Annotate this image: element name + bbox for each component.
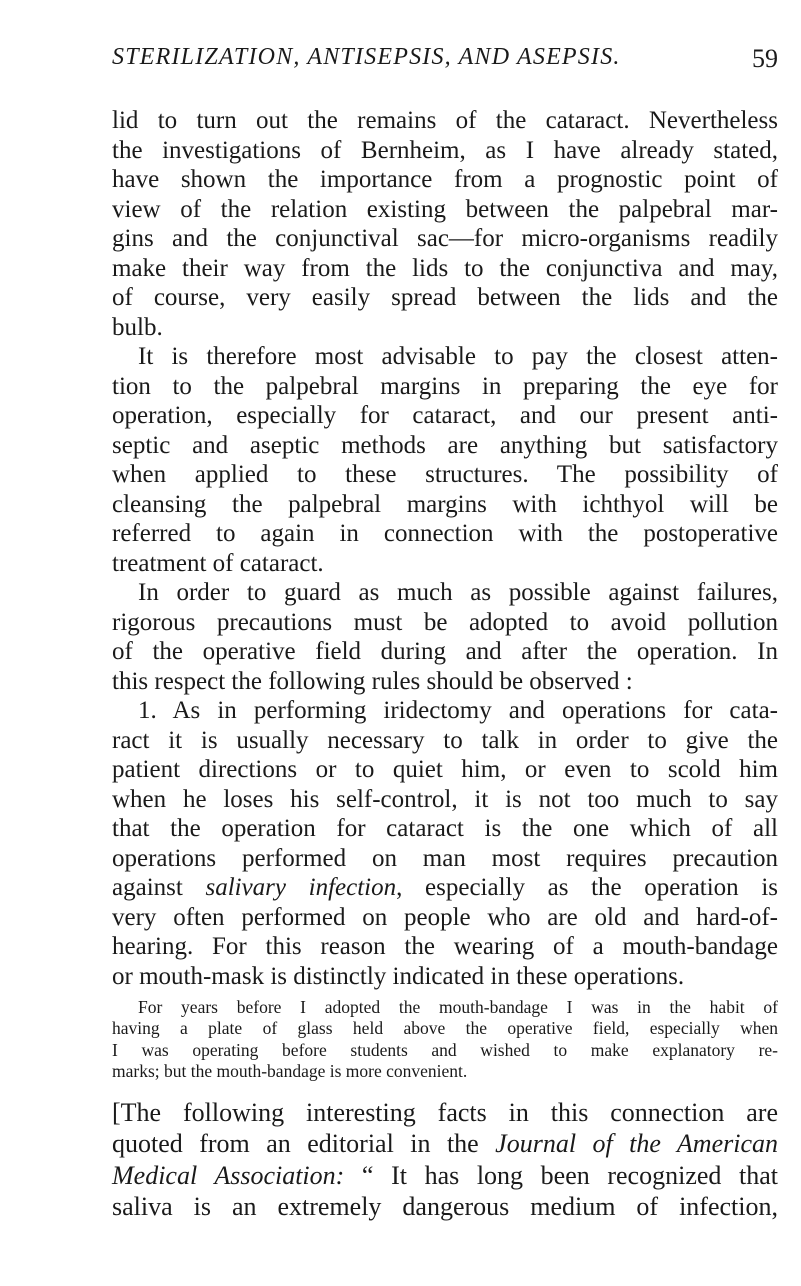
text-line: [The following interesting facts in this connection are [112,1097,778,1127]
spacer [112,1083,778,1097]
text-line [112,873,778,903]
running-head [112,44,778,78]
text-line: referred to again in connection with the postoperative [112,520,778,547]
text-line: 1. As in performing iridectomy and operations for cata- [138,697,778,724]
text-line: this respect the following rules should be observed : [112,667,633,695]
text-line: view of the relation existing between the palpebral mar- [112,195,778,223]
text-line: make their way from the lids to the conjunctiva and may, [112,254,778,282]
text-line: very often performed on people who are old and hard-of- [112,903,778,931]
text-line: when applied to these structures. The possibility of [112,461,778,488]
page-body [112,106,778,1223]
text-line: patient directions or to quiet him, or even to scold him [112,756,778,783]
note-line: having a plate of glass held above the operative field, especially when [112,1018,778,1039]
text-line: rigorous precautions must be adopted to avoid pollution [112,608,778,636]
text-line: of the operative field during and after the operation. In [112,638,778,665]
journal-title: Journal of the American [495,1129,779,1159]
text-line: septic and aseptic methods are anything but satisfactory [112,431,778,459]
journal-title: Medical Association: [112,1160,345,1190]
running-title: STERILIZATION, ANTISEPSIS, AND ASEPSIS. [112,44,621,70]
text-line: or mouth-mask is distinctly indicated in these operations. [112,962,685,990]
paragraph-continuation [112,106,778,342]
note-line: For years before I adopted the mouth-bandage I was in the habit of [138,997,778,1017]
text-line: when he loses his self-control, it is not too much to say [112,785,778,813]
text-run: , especially as the operation is [396,874,778,901]
text-line: It is therefore most advisable to pay the closest atten- [138,343,778,370]
paragraph-palpebral-margins [112,342,778,578]
editorial-quote-paragraph [112,1097,778,1223]
note-line: I was operating before students and wished to make explanatory re- [112,1039,778,1060]
rule-one-paragraph [112,696,778,991]
small-print-note [112,997,778,1083]
text-line: saliva is an extremely dangerous medium of infection, [112,1192,778,1222]
text-line [112,1128,778,1160]
page-number: 59 [752,44,778,73]
text-line [112,1160,778,1192]
text-line: bulb. [112,313,163,341]
text-line: have shown the importance from a prognostic point of [112,166,778,193]
text-line: hearing. For this reason the wearing of a mouth-bandage [112,933,778,960]
text-line: that the operation for cataract is the one which of all [112,815,778,842]
text-line: tion to the palpebral margins in preparing the eye for [112,372,778,400]
text-line: operations performed on man most requires precaution [112,844,778,872]
text-run: against [112,874,206,901]
text-line: of course, very easily spread between the lids and the [112,284,778,311]
text-line: cleansing the palpebral margins with ichthyol will be [112,490,778,518]
text-line: lid to turn out the remains of the cataract. Nevertheless [112,107,778,134]
text-line: the investigations of Bernheim, as I have already stated, [112,136,778,164]
note-line: marks; but the mouth-bandage is more convenient. [112,1061,468,1082]
text-line: operation, especially for cataract, and our present anti- [112,402,778,429]
text-run: “ It has long been recognized that [344,1160,778,1190]
text-line: gins and the conjunctival sac—for micro-organisms readily [112,225,778,252]
text-line: ract it is usually necessary to talk in order to give the [112,726,778,754]
paragraph-precautions [112,578,778,696]
text-run: quoted from an editorial in the [112,1129,496,1159]
text-line: treatment of cataract. [112,549,324,577]
italic-phrase: salivary infection [205,874,397,901]
text-line: In order to guard as much as possible against failures, [138,579,778,606]
